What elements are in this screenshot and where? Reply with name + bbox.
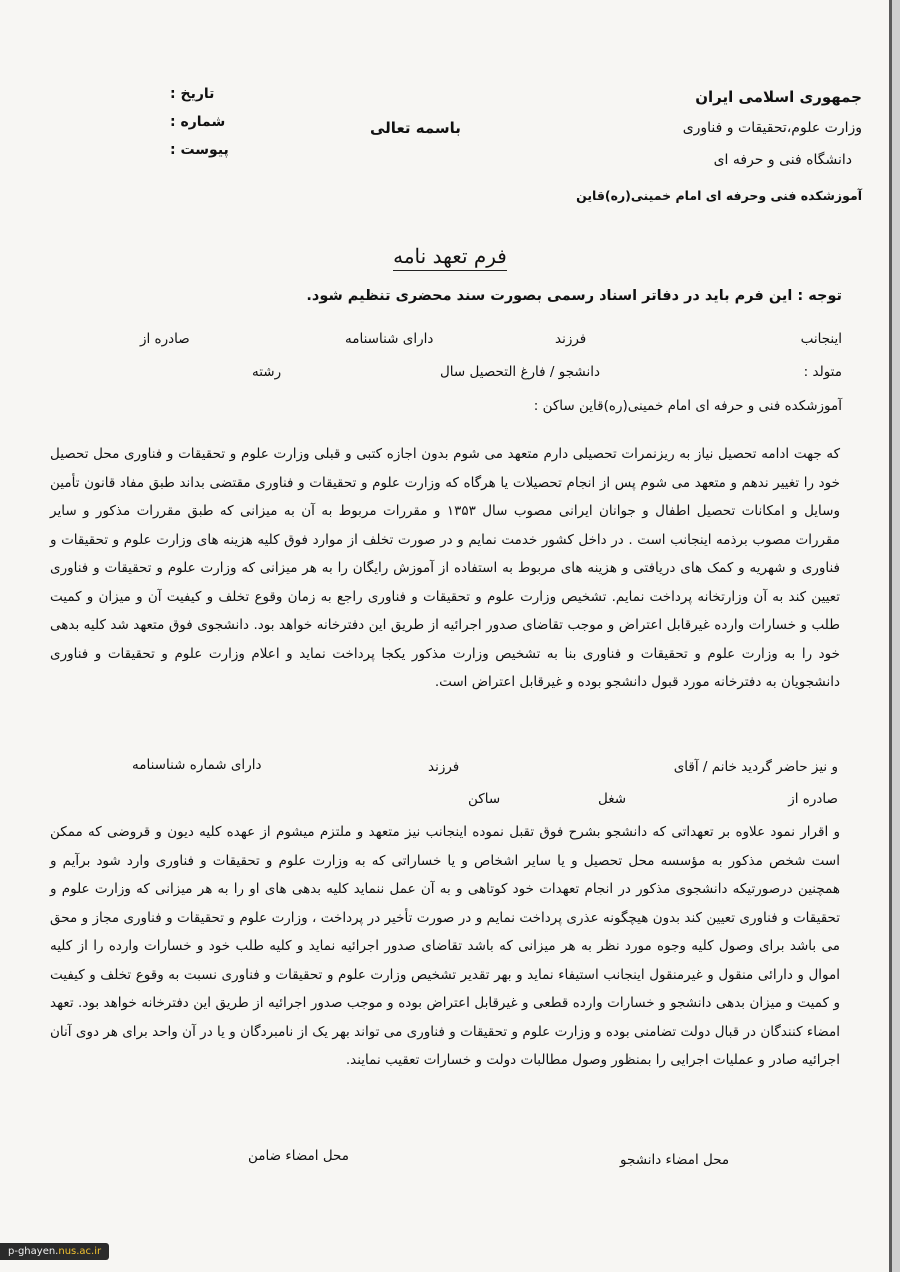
notice-text: توجه : این فرم باید در دفاتر اسناد رسمی بصورت سند محضری تنظیم شود.	[306, 288, 842, 304]
field-student-name: اینجانب	[800, 331, 842, 347]
basmala: باسمه تعالی	[370, 119, 461, 137]
field-guarantor-id: دارای شماره شناسنامه	[132, 757, 262, 773]
site-prefix: p-ghayen.	[8, 1246, 59, 1257]
page-edge	[892, 0, 900, 1272]
attachment-label: پیوست :	[170, 142, 229, 158]
header-republic: جمهوری اسلامی ایران	[695, 88, 862, 106]
field-student-birth: متولد :	[803, 364, 842, 380]
field-student-id: دارای شناسنامه	[345, 331, 434, 347]
field-guarantor-issued: صادره از	[788, 791, 838, 807]
page-edge-line	[889, 0, 892, 1272]
header-university: دانشگاه فنی و حرفه ای	[713, 152, 852, 168]
field-student-father: فرزند	[555, 331, 587, 347]
field-student-status: دانشجو / فارغ التحصیل سال	[440, 364, 600, 380]
guarantor-signature-place: محل امضاء ضامن	[248, 1148, 349, 1164]
field-guarantor-residence: ساکن	[468, 791, 501, 807]
field-student-residence: آموزشکده فنی و حرفه ای امام خمینی(ره)قاین ساکن :	[533, 398, 842, 414]
form-title: فرم تعهد نامه	[393, 244, 507, 271]
field-guarantor-job: شغل	[598, 791, 627, 807]
field-student-major: رشته	[252, 364, 282, 380]
student-signature-place: محل امضاء دانشجو	[620, 1152, 730, 1168]
field-guarantor-name: و نیز حاضر گردید خانم / آقای	[673, 759, 838, 775]
site-watermark	[0, 1243, 109, 1260]
commitment-paragraph-1: که جهت ادامه تحصیل نیاز به ریزنمرات تحصیلی دارم متعهد می شوم بدون اجازه کتبی و قبلی وزارت علوم و تحقیقات و فناوری محل تحصیل خود را تغییر ندهم و متعهد می شوم پس از انجام تحصیلات یا هرگاه که وزارت علوم و تحقیقات و فناوری مقتضی بداند طبق مفاد قانون تأمین وسایل و امکانات تحصیل اطفال و جوانان ایرانی مصوب سال ۱۳۵۳ و مقررات مربوط به آن به میزانی که طبق مقررات مذکور و سایر مقررات مصوب برذمه اینجانب است . در داخل کشور خدمت نمایم و در صورت تخلف از موارد فوق کلیه هزینه های وزارت علوم و تحقیقات و فناوری و شهریه و کمک های دریافتی و هزینه های مربوط به استفاده از آموزش رایگان را به هر میزانی که وزارت علوم و تحقیقات و فناوری تعیین کند به آن وزارتخانه پرداخت نمایم. تشخیص وزارت علوم و تحقیقات و فناوری راجع به زمان وقوع تخلف و کیفیت آن و میزان و کمیت طلب و خسارات وارده غیرقابل اعتراض و موجب تقاضای صدور اجرائیه از طریق این دفترخانه خواهد بود. دانشجوی فوق متعهد شد کلیه بدهی خود را به وزارت علوم و تحقیقات و فناوری بنا به تشخیص وزارت مذکور یکجا پرداخت نماید و اعلام وزارت علوم و تحقیقات و فناوری دانشجویان به دفترخانه مورد قبول دانشجو بوده و غیرقابل اعتراض است.	[50, 446, 841, 690]
field-guarantor-father: فرزند	[428, 759, 460, 775]
header-college: آموزشکده فنی وحرفه ای امام خمینی(ره)قاین	[576, 188, 862, 203]
header-ministry: وزارت علوم،تحقیقات و فناوری	[682, 120, 862, 136]
commitment-paragraph-2: و اقرار نمود علاوه بر تعهداتی که دانشجو بشرح فوق تقبل نموده اینجانب نیز متعهد و ملتزم میشوم از عهده کلیه دیون و قروضی که ممکن است شخص مذکور به مؤسسه محل تحصیل و یا سایر اشخاص و یا خساراتی که به وزارت علوم و تحقیقات و فناوری وارد شود برآیم و همچنین درصورتیکه دانشجوی مذکور در انجام تعهدات خود کوتاهی و به آن عمل ننماید کلیه بدهی های او را به هر میزانی که وزارت علوم و تحقیقات و فناوری تعیین کند بدون هیچگونه عذری پرداخت نمایم و در صورت تأخیر در پرداخت ، وزارت علوم و تحقیقات و فناوری مجاز و محق می باشد برای وصول کلیه وجوه مورد نظر به هر میزانی که باشد تقاضای صدور اجرائیه نماید و کلیه طلب خود و خسارات وارده را از کلیه اموال و دارائی منقول و غیرمنقول اینجانب استیفاء نماید و بهر تقدیر تشخیص وزارت علوم و تحقیقات و فناوری نسبت به وقوع تخلف و کیفیت و کمیت و میزان بدهی دانشجو و خسارات وارده قطعی و غیرقابل اعتراض بوده و موجب صدور اجرائیه از طریق این دفترخانه خواهد بود. تعهد امضاء کنندگان در قبال دولت تضامنی بوده و وزارت علوم و تحقیقات و فناوری می تواند بهر یک از نامبردگان و یا در آن واحد برای هر دوی آنان اجرائیه صادر و عملیات اجرایی را بمنظور وصول مطالبات دولت و خسارات تعقیب نمایند.	[50, 824, 840, 1068]
date-label: تاریخ :	[170, 86, 215, 102]
field-student-issued: صادره از	[140, 331, 190, 347]
number-label: شماره :	[170, 114, 226, 130]
site-suffix: nus.ac.ir	[58, 1246, 102, 1257]
